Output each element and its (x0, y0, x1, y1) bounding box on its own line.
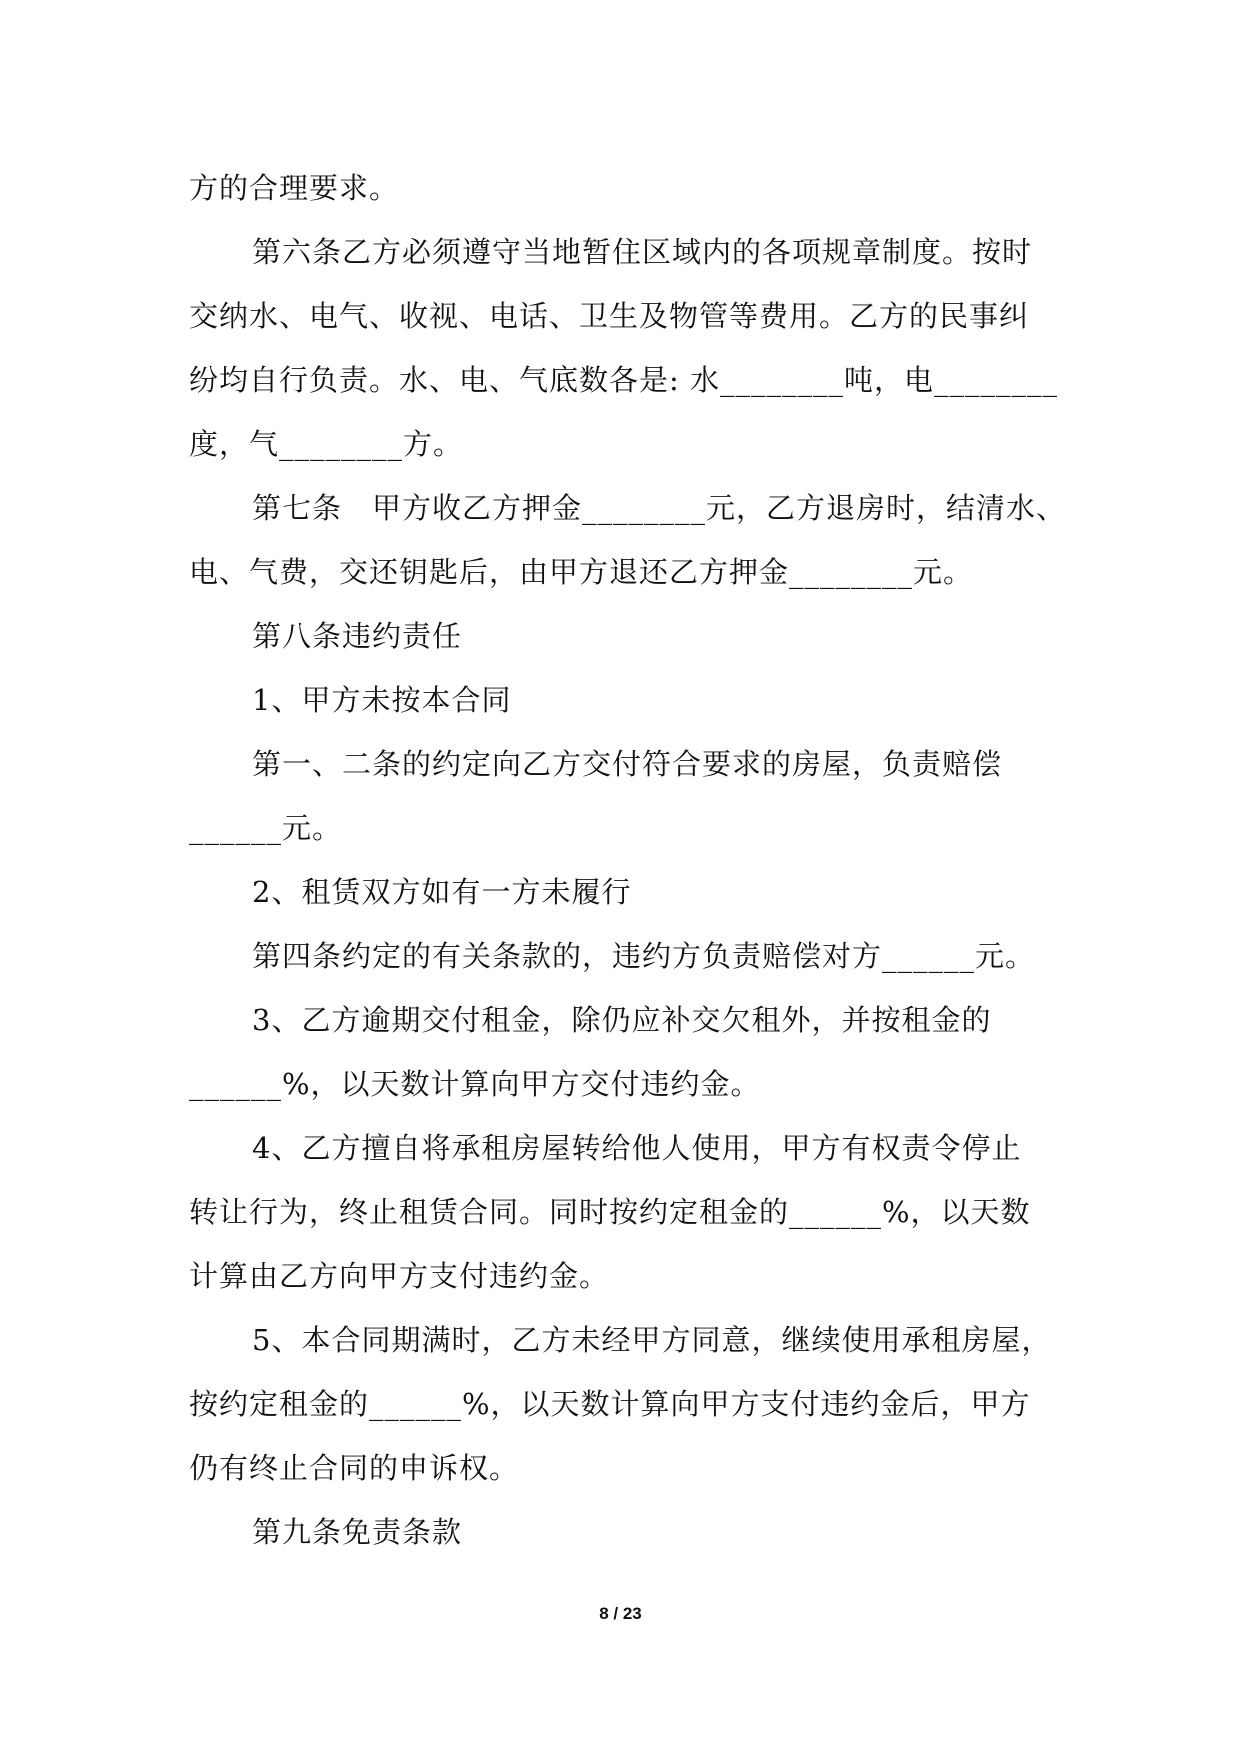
text-line: 纷均自行负责。水、电、气底数各是: 水________吨，电________ (189, 363, 1058, 397)
text-line: 4、乙方擅自将承租房屋转给他人使用，甲方有权责令停止 (252, 1131, 1022, 1165)
text-line: 2、租赁双方如有一方未履行 (252, 875, 632, 909)
text-line: 转让行为，终止租赁合同。同时按约定租金的______%，以天数 (189, 1195, 1031, 1229)
section-heading: 第八条违约责任 (252, 619, 463, 653)
text-line: 度，气________方。 (189, 427, 464, 461)
text-line: 1、甲方未按本合同 (252, 683, 512, 717)
text-line: 第一、二条的约定向乙方交付符合要求的房屋，负责赔偿 (252, 747, 1003, 781)
text-line: 第七条 甲方收乙方押金________元，乙方退房时，结清水、 (252, 491, 1067, 525)
text-line: 5、本合同期满时，乙方未经甲方同意，继续使用承租房屋， (252, 1323, 1052, 1357)
text-line: 仍有终止合同的申诉权。 (189, 1451, 520, 1485)
text-line: 3、乙方逾期交付租金，除仍应补交欠租外，并按租金的 (252, 1003, 992, 1037)
section-heading: 第九条免责条款 (252, 1515, 463, 1549)
text-line: ______元。 (189, 811, 343, 845)
contract-body (189, 156, 1067, 1564)
text-line: 计算由乙方向甲方支付违约金。 (189, 1259, 610, 1293)
text-line: 第六条乙方必须遵守当地暂住区域内的各项规章制度。按时 (252, 235, 1033, 269)
text-line: 按约定租金的______%，以天数计算向甲方支付违约金后，甲方 (189, 1387, 1031, 1421)
text-line: 方的合理要求。 (189, 171, 400, 205)
text-line: 交纳水、电气、收视、电话、卫生及物管等费用。乙方的民事纠 (189, 299, 1030, 333)
text-line: ______%，以天数计算向甲方交付违约金。 (189, 1067, 761, 1101)
text-line: 电、气费，交还钥匙后，由甲方退还乙方押金________元。 (189, 555, 974, 589)
text-line: 第四条约定的有关条款的，违约方负责赔偿对方______元。 (252, 939, 1036, 973)
page-number: 8 / 23 (599, 1604, 642, 1623)
